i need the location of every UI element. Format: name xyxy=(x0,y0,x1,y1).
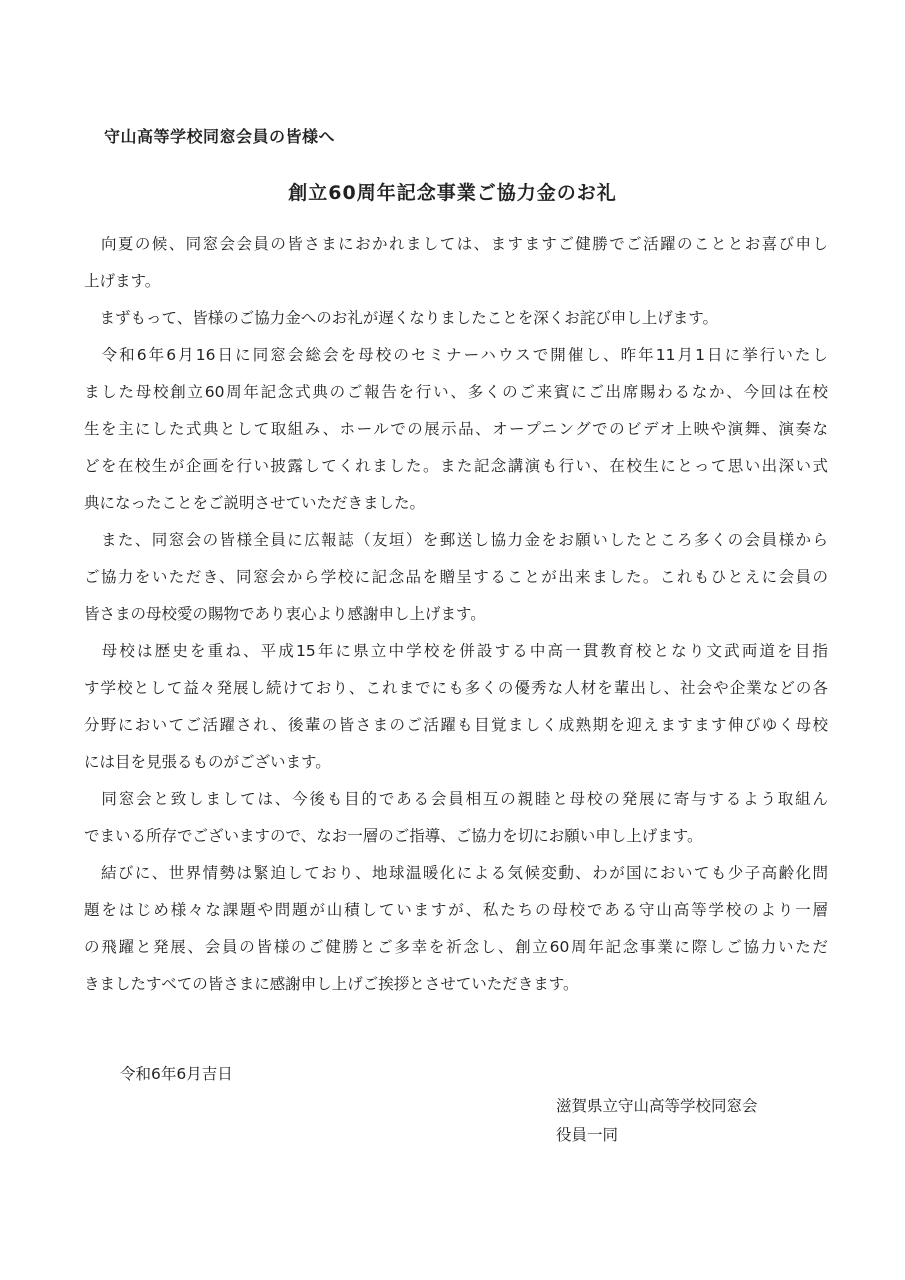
paragraph-commitment xyxy=(84,781,828,855)
body-line: 同窓会と致しましては、今後も目的である会員相互の親睦と母校の発展に寄与するよう取組ん xyxy=(84,790,828,808)
sender-block xyxy=(556,1092,758,1150)
body-line: 題をはじめ様々な課題や問題が山積していますが、私たちの母校である守山高等学校のより一層 xyxy=(84,901,828,919)
body-line: 母校は歴史を重ね、平成15年に県立中学校を併設する中高一貫教育校となり文武両道を目指 xyxy=(84,642,828,660)
letter-date: 令和6年6月吉日 xyxy=(120,1065,233,1083)
sender-signatory: 役員一同 xyxy=(556,1126,619,1144)
body-line: 生を主にした式典として取組み、ホールでの展示品、オープニングでのビデオ上映や演舞、演奏な xyxy=(84,420,828,438)
paragraph-school-history xyxy=(84,633,828,781)
paragraph-closing xyxy=(84,855,828,1003)
addressee: 守山高等学校同窓会員の皆様へ xyxy=(104,127,336,146)
body-line: また、同窓会の皆様全員に広報誌（友垣）を郵送し協力金をお願いしたところ多くの会員様から xyxy=(84,531,828,549)
body-line: には目を見張るものがございます。 xyxy=(84,753,331,771)
body-line: 向夏の候、同窓会会員の皆さまにおかれましては、ますますご健勝でご活躍のこととお喜び申し xyxy=(84,235,828,253)
paragraph-general-meeting xyxy=(84,337,828,522)
body-line: 上げます。 xyxy=(84,272,161,290)
body-line: 結びに、世界情勢は緊迫しており、地球温暖化による気候変動、わが国においても少子高齢化問 xyxy=(84,864,828,882)
body-line: きましたすべての皆さまに感謝申し上げご挨拶とさせていただきます。 xyxy=(84,975,579,993)
body-line: 皆さまの母校愛の賜物であり衷心より感謝申し上げます。 xyxy=(84,605,486,623)
body-line: の飛躍と発展、会員の皆様のご健勝とご多幸を祈念し、創立60周年記念事業に際しご協力いただ xyxy=(84,938,828,956)
body-line: まずもって、皆様のご協力金へのお礼が遅くなりましたことを深くお詫び申し上げます。 xyxy=(84,309,718,327)
body-line: 分野においてご活躍され、後輩の皆さまのご活躍も目覚ましく成熟期を迎えますます伸びゆく母校 xyxy=(84,716,828,734)
letter-title: 創立60周年記念事業ご協力金のお礼 xyxy=(288,182,617,204)
body-line: どを在校生が企画を行い披露してくれました。また記念講演も行い、在校生にとって思い出深い式 xyxy=(84,457,828,475)
body-line: ました母校創立60周年記念式典のご報告を行い、多くのご来賓にご出席賜わるなか、今回は在校 xyxy=(84,383,828,401)
body-line: ご協力をいただき、同窓会から学校に記念品を贈呈することが出来ました。これもひとえに会員の xyxy=(84,568,828,586)
body-line: 典になったことをご説明させていただきました。 xyxy=(84,494,426,512)
paragraph-apology xyxy=(84,300,828,337)
letter-body xyxy=(84,226,828,1003)
sender-organization: 滋賀県立守山高等学校同窓会 xyxy=(556,1097,758,1115)
paragraph-greeting xyxy=(84,226,828,300)
body-line: でまいる所存でございますので、なお一層のご指導、ご協力を切にお願い申し上げます。 xyxy=(84,827,703,845)
paragraph-donations xyxy=(84,522,828,633)
body-line: す学校として益々発展し続けており、これまでにも多くの優秀な人材を輩出し、社会や企業などの各 xyxy=(84,679,828,697)
body-line: 令和6年6月16日に同窓会総会を母校のセミナーハウスで開催し、昨年11月1日に挙行いたし xyxy=(84,346,828,364)
